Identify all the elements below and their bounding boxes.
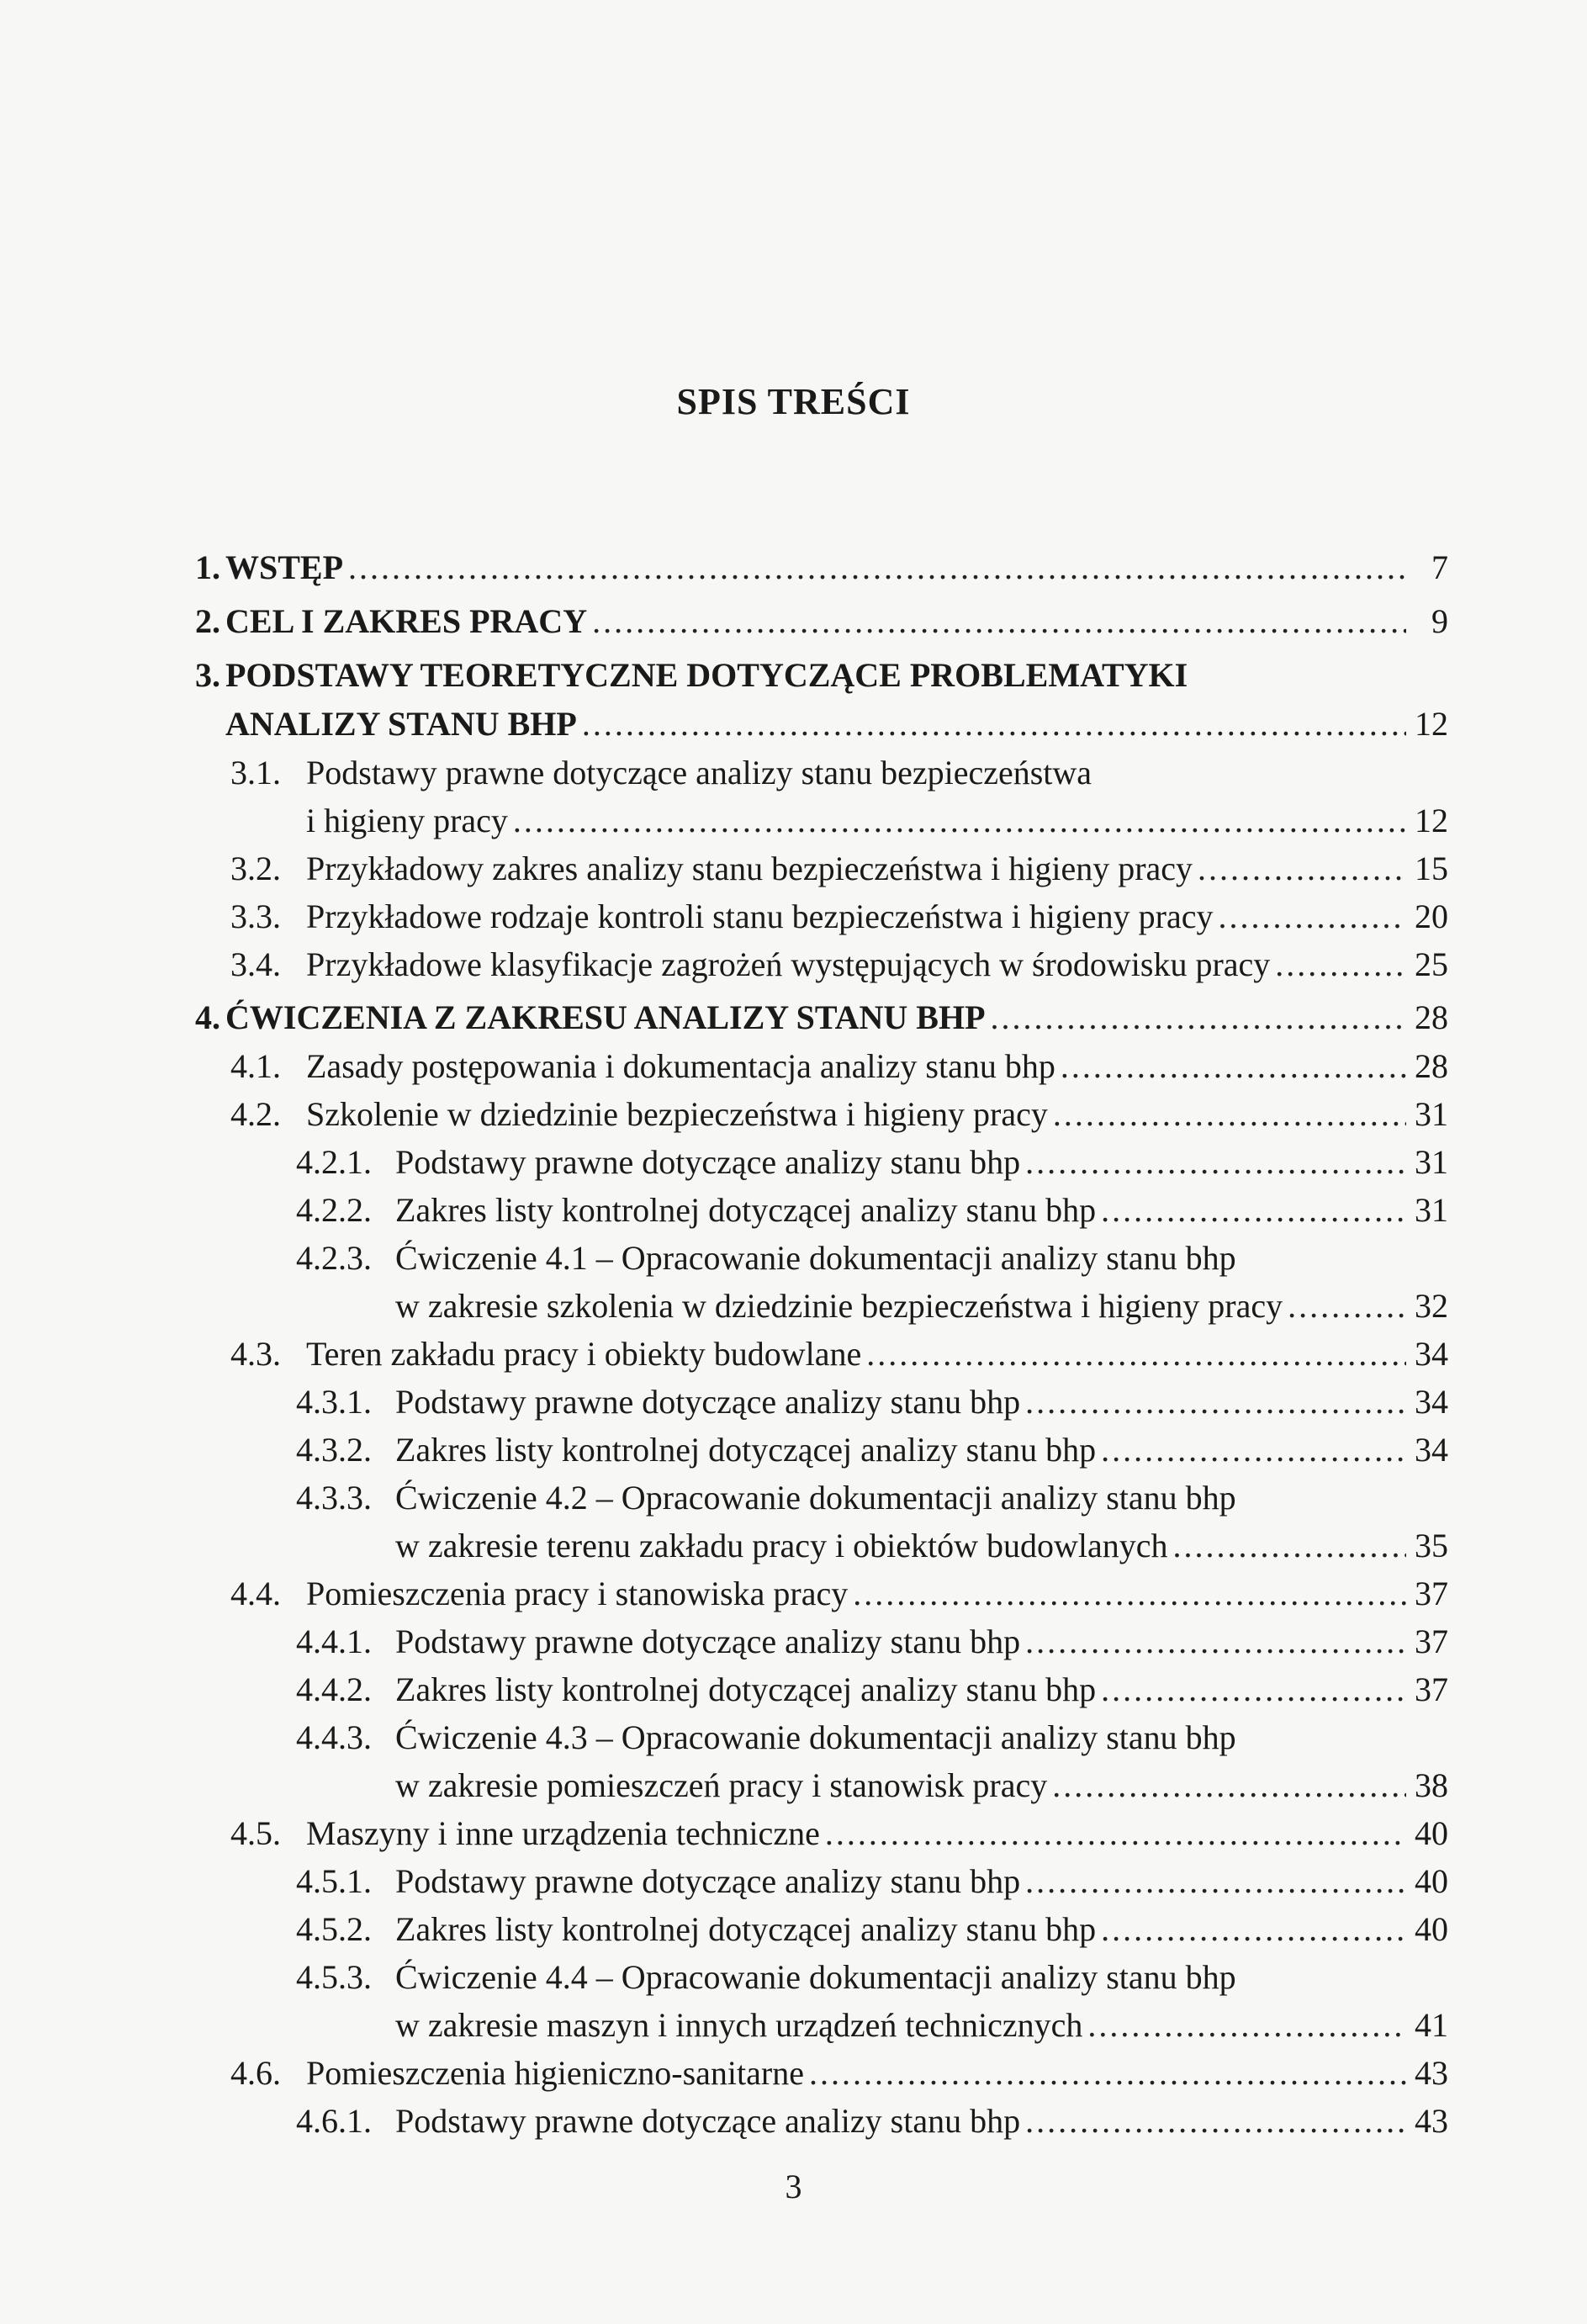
toc-entry-number: 1.	[195, 548, 220, 586]
toc-entry-number: 4.4.1.	[296, 1623, 372, 1660]
toc-entry	[195, 1474, 1448, 1570]
toc-entry-title: Przykładowe rodzaje kontroli stanu bezpieczeństwa i higieny pracy	[306, 897, 1214, 935]
toc-entry	[195, 940, 1448, 988]
toc-entry-title: w zakresie pomieszczeń pracy i stanowisk pracy	[395, 1766, 1048, 1804]
toc-entry-number: 2.	[195, 602, 220, 640]
dot-leader	[866, 1330, 1406, 1378]
dot-leader	[348, 543, 1406, 592]
dot-leader	[1288, 1282, 1406, 1330]
toc-entry-number: 4.2.2.	[296, 1191, 372, 1229]
toc-entry	[195, 844, 1448, 892]
toc-entry-title: Maszyny i inne urządzenia techniczne	[306, 1814, 820, 1852]
toc-entry-title: Podstawy prawne dotyczące analizy stanu bhp	[395, 1383, 1021, 1421]
dot-leader	[1061, 1042, 1406, 1090]
toc-entry-page: 31	[1415, 1191, 1448, 1229]
toc-entry	[195, 892, 1448, 940]
toc-entry-title: Podstawy prawne dotyczące analizy stanu bezpieczeństwa	[306, 754, 1092, 791]
toc-entry-number: 4.5.1.	[296, 1862, 372, 1900]
toc-entry	[195, 1042, 1448, 1090]
toc-entry-title: Pomieszczenia higieniczno-sanitarne	[306, 2054, 804, 2092]
toc-entry-title: Zakres listy kontrolnej dotyczącej analizy stanu bhp	[395, 1191, 1097, 1229]
dot-leader	[1025, 1378, 1406, 1426]
toc-entry-number: 3.1.	[230, 754, 281, 791]
table-of-contents	[195, 538, 1448, 2145]
toc-entry	[195, 1953, 1448, 2049]
page-number: 3	[785, 2168, 802, 2205]
dot-leader	[1025, 1617, 1406, 1665]
toc-entry-title: ANALIZY STANU BHP	[225, 705, 577, 743]
toc-entry	[195, 993, 1448, 1042]
toc-entry-page: 34	[1415, 1383, 1448, 1421]
toc-entry-page: 40	[1415, 1862, 1448, 1900]
dot-leader	[1101, 1665, 1406, 1713]
dot-leader	[1052, 1761, 1406, 1809]
toc-entry-title: Podstawy prawne dotyczące analizy stanu bhp	[395, 1862, 1021, 1900]
toc-entry-title: Zakres listy kontrolnej dotyczącej analizy stanu bhp	[395, 1910, 1097, 1948]
toc-entry	[195, 1905, 1448, 1953]
toc-entry-title: WSTĘP	[225, 548, 344, 586]
toc-entry-title: Przykładowe klasyfikacje zagrożeń występujących w środowisku pracy	[306, 945, 1271, 983]
dot-leader	[1219, 892, 1407, 940]
toc-entry-page: 40	[1415, 1814, 1448, 1852]
toc-entry-title: Zasady postępowania i dokumentacja analizy stanu bhp	[306, 1047, 1055, 1085]
toc-entry	[195, 1665, 1448, 1713]
toc-entry-number: 4.3.2.	[296, 1431, 372, 1469]
dot-leader	[592, 597, 1406, 646]
toc-entry-page: 32	[1415, 1287, 1448, 1325]
dot-leader	[991, 993, 1406, 1042]
toc-entry-title: Ćwiczenie 4.4 – Opracowanie dokumentacji analizy stanu bhp	[395, 1958, 1236, 1996]
dot-leader	[1275, 940, 1406, 988]
toc-entry-page: 37	[1415, 1575, 1448, 1612]
toc-entry	[195, 1186, 1448, 1234]
toc-entry-title: w zakresie szkolenia w dziedzinie bezpieczeństwa i higieny pracy	[395, 1287, 1283, 1325]
toc-entry-page: 31	[1415, 1143, 1448, 1181]
toc-entry-page: 12	[1415, 705, 1448, 743]
toc-entry	[195, 1713, 1448, 1809]
toc-entry-title: Ćwiczenie 4.1 – Opracowanie dokumentacji analizy stanu bhp	[395, 1239, 1236, 1277]
toc-entry-number: 3.2.	[230, 850, 281, 887]
toc-entry-number: 4.3.1.	[296, 1383, 372, 1421]
dot-leader	[1101, 1426, 1406, 1474]
toc-entry-title: Teren zakładu pracy i obiekty budowlane	[306, 1335, 862, 1373]
toc-entry-title: w zakresie maszyn i innych urządzeń technicznych	[395, 2006, 1083, 2044]
toc-entry-page: 7	[1431, 548, 1448, 586]
toc-entry-number: 4.1.	[230, 1047, 281, 1085]
toc-entry-number: 4.2.1.	[296, 1143, 372, 1181]
toc-entry-page: 35	[1415, 1527, 1448, 1564]
toc-entry-number: 4.4.2.	[296, 1670, 372, 1708]
toc-entry-title: Podstawy prawne dotyczące analizy stanu bhp	[395, 2102, 1021, 2140]
toc-entry-title: Przykładowy zakres analizy stanu bezpieczeństwa i higieny pracy	[306, 850, 1193, 887]
toc-entry-title: PODSTAWY TEORETYCZNE DOTYCZĄCE PROBLEMATYKI	[225, 656, 1188, 694]
toc-entry-title: Pomieszczenia pracy i stanowiska pracy	[306, 1575, 849, 1612]
toc-entry-number: 4.3.	[230, 1335, 281, 1373]
dot-leader	[1101, 1186, 1406, 1234]
dot-leader	[1101, 1905, 1406, 1953]
dot-leader	[809, 2049, 1406, 2097]
dot-leader	[825, 1809, 1406, 1857]
toc-entry	[195, 749, 1448, 844]
toc-entry-number: 4.4.	[230, 1575, 281, 1612]
toc-entry-page: 37	[1415, 1623, 1448, 1660]
toc-entry-page: 15	[1415, 850, 1448, 887]
toc-entry-number: 3.4.	[230, 945, 281, 983]
toc-entry-number: 4.5.3.	[296, 1958, 372, 1996]
dot-leader	[1053, 1090, 1406, 1138]
toc-entry	[195, 1617, 1448, 1665]
toc-entry-page: 28	[1415, 998, 1448, 1036]
toc-entry	[195, 1570, 1448, 1617]
toc-entry-number: 4.2.3.	[296, 1239, 372, 1277]
toc-entry	[195, 543, 1448, 592]
toc-entry-page: 34	[1415, 1335, 1448, 1373]
dot-leader	[1025, 1138, 1406, 1186]
toc-entry-number: 3.3.	[230, 897, 281, 935]
toc-entry	[195, 1234, 1448, 1330]
toc-entry-title: Ćwiczenie 4.2 – Opracowanie dokumentacji analizy stanu bhp	[395, 1479, 1236, 1517]
toc-entry	[195, 651, 1448, 749]
toc-entry	[195, 1090, 1448, 1138]
dot-leader	[582, 700, 1406, 749]
toc-entry-title: Szkolenie w dziedzinie bezpieczeństwa i higieny pracy	[306, 1095, 1048, 1133]
toc-entry-page: 43	[1415, 2102, 1448, 2140]
toc-entry	[195, 1857, 1448, 1905]
toc-entry	[195, 1330, 1448, 1378]
dot-leader	[1025, 2097, 1406, 2145]
toc-entry-page: 34	[1415, 1431, 1448, 1469]
toc-entry	[195, 597, 1448, 646]
toc-entry-number: 3.	[195, 656, 220, 694]
toc-entry-page: 25	[1415, 945, 1448, 983]
toc-entry-number: 4.6.1.	[296, 2102, 372, 2140]
dot-leader	[1087, 2001, 1406, 2049]
toc-entry-page: 40	[1415, 1910, 1448, 1948]
toc-entry-number: 4.4.3.	[296, 1718, 372, 1756]
dot-leader	[513, 797, 1406, 844]
toc-entry-page: 38	[1415, 1766, 1448, 1804]
toc-entry-page: 20	[1415, 897, 1448, 935]
toc-entry-page: 12	[1415, 802, 1448, 839]
dot-leader	[1025, 1857, 1406, 1905]
toc-entry-number: 4.	[195, 998, 220, 1036]
toc-entry-title: Podstawy prawne dotyczące analizy stanu bhp	[395, 1623, 1021, 1660]
toc-entry-title: CEL I ZAKRES PRACY	[225, 602, 588, 640]
toc-entry-page: 9	[1431, 602, 1448, 640]
toc-entry-title: ĆWICZENIA Z ZAKRESU ANALIZY STANU BHP	[225, 998, 986, 1036]
toc-entry-page: 28	[1415, 1047, 1448, 1085]
dot-leader	[1173, 1522, 1406, 1570]
toc-entry	[195, 2097, 1448, 2145]
toc-entry-number: 4.6.	[230, 2054, 281, 2092]
toc-entry-number: 4.2.	[230, 1095, 281, 1133]
page-title: SPIS TREŚCI	[676, 381, 911, 422]
toc-entry-page: 43	[1415, 2054, 1448, 2092]
toc-entry	[195, 1426, 1448, 1474]
toc-entry-title: Zakres listy kontrolnej dotyczącej analizy stanu bhp	[395, 1431, 1097, 1469]
dot-leader	[853, 1570, 1406, 1617]
toc-entry-title: i higieny pracy	[306, 802, 508, 839]
toc-entry-title: w zakresie terenu zakładu pracy i obiektów budowlanych	[395, 1527, 1168, 1564]
toc-entry-title: Ćwiczenie 4.3 – Opracowanie dokumentacji analizy stanu bhp	[395, 1718, 1236, 1756]
toc-entry	[195, 1138, 1448, 1186]
toc-entry-number: 4.5.2.	[296, 1910, 372, 1948]
toc-entry-title: Podstawy prawne dotyczące analizy stanu bhp	[395, 1143, 1021, 1181]
toc-entry	[195, 1809, 1448, 1857]
toc-entry	[195, 1378, 1448, 1426]
toc-entry-number: 4.3.3.	[296, 1479, 372, 1517]
toc-entry-page: 41	[1415, 2006, 1448, 2044]
dot-leader	[1198, 844, 1406, 892]
toc-entry-page: 37	[1415, 1670, 1448, 1708]
toc-entry-title: Zakres listy kontrolnej dotyczącej analizy stanu bhp	[395, 1670, 1097, 1708]
toc-entry-page: 31	[1415, 1095, 1448, 1133]
toc-entry	[195, 2049, 1448, 2097]
toc-entry-number: 4.5.	[230, 1814, 281, 1852]
